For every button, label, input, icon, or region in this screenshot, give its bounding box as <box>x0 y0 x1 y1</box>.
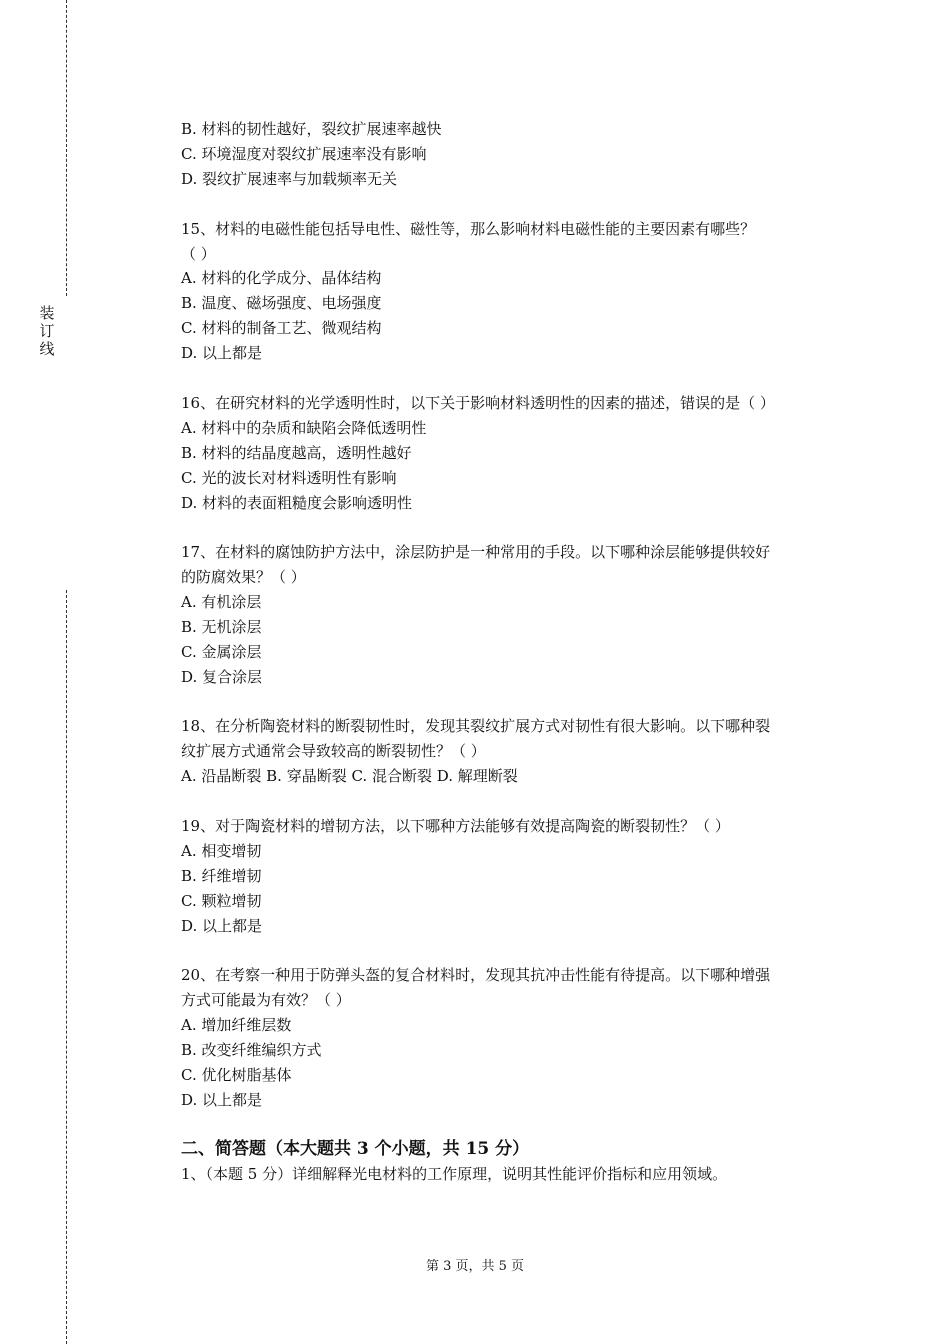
q20-option-b: B. 改变纤维编织方式 <box>181 1041 322 1059</box>
q20-stem-cont: 方式可能最为有效？（ ） <box>181 991 351 1009</box>
q19-stem: 19、对于陶瓷材料的增韧方法，以下哪种方法能够有效提高陶瓷的断裂韧性？（ ） <box>181 817 730 835</box>
q15-stem-cont: （ ） <box>181 245 216 263</box>
q14-option-d: D. 裂纹扩展速率与加载频率无关 <box>181 170 398 188</box>
binding-dashed-line-bottom <box>66 590 67 1344</box>
q17-option-b: B. 无机涂层 <box>181 618 262 636</box>
binding-char: 线 <box>39 340 55 358</box>
q17-stem: 17、在材料的腐蚀防护方法中，涂层防护是一种常用的手段。以下哪种涂层能够提供较好 <box>181 543 771 561</box>
binding-char: 订 <box>39 322 55 340</box>
q19-option-b: B. 纤维增韧 <box>181 867 262 885</box>
q16-option-d: D. 材料的表面粗糙度会影响透明性 <box>181 494 413 512</box>
q17-option-d: D. 复合涂层 <box>181 668 263 686</box>
q16-option-c: C. 光的波长对材料透明性有影响 <box>181 469 397 487</box>
q18-options: A. 沿晶断裂 B. 穿晶断裂 C. 混合断裂 D. 解理断裂 <box>181 767 518 785</box>
q19-option-d: D. 以上都是 <box>181 917 263 935</box>
q15-option-d: D. 以上都是 <box>181 344 263 362</box>
q19-option-c: C. 颗粒增韧 <box>181 892 262 910</box>
section-heading: 二、简答题（本大题共 3 个小题，共 15 分） <box>181 1139 530 1159</box>
binding-char: 装 <box>39 304 55 322</box>
q15-option-a: A. 材料的化学成分、晶体结构 <box>181 269 382 287</box>
q18-stem-cont: 纹扩展方式通常会导致较高的断裂韧性？（ ） <box>181 742 486 760</box>
q16-option-a: A. 材料中的杂质和缺陷会降低透明性 <box>181 419 427 437</box>
q15-option-c: C. 材料的制备工艺、微观结构 <box>181 319 382 337</box>
q16-stem: 16、在研究材料的光学透明性时，以下关于影响材料透明性的因素的描述，错误的是（ ） <box>181 394 775 412</box>
q14-option-c: C. 环境湿度对裂纹扩展速率没有影响 <box>181 145 427 163</box>
q17-option-c: C. 金属涂层 <box>181 643 262 661</box>
q15-option-b: B. 温度、磁场强度、电场强度 <box>181 294 382 312</box>
q14-option-b: B. 材料的韧性越好，裂纹扩展速率越快 <box>181 120 442 138</box>
q20-option-a: A. 增加纤维层数 <box>181 1016 292 1034</box>
q16-option-b: B. 材料的结晶度越高，透明性越好 <box>181 444 412 462</box>
q20-option-c: C. 优化树脂基体 <box>181 1066 292 1084</box>
q20-option-d: D. 以上都是 <box>181 1091 263 1109</box>
binding-label <box>38 304 56 358</box>
binding-dashed-line-top <box>66 0 67 296</box>
q19-option-a: A. 相变增韧 <box>181 842 262 860</box>
page-footer: 第 3 页，共 5 页 <box>425 1259 525 1274</box>
q18-stem: 18、在分析陶瓷材料的断裂韧性时，发现其裂纹扩展方式对韧性有很大影响。以下哪种裂 <box>181 717 771 735</box>
q17-option-a: A. 有机涂层 <box>181 593 262 611</box>
q15-stem: 15、材料的电磁性能包括导电性、磁性等，那么影响材料电磁性能的主要因素有哪些？ <box>181 220 756 238</box>
short-answer-q1: 1、（本题 5 分）详细解释光电材料的工作原理，说明其性能评价指标和应用领域。 <box>181 1165 728 1183</box>
q20-stem: 20、在考察一种用于防弹头盔的复合材料时，发现其抗冲击性能有待提高。以下哪种增强 <box>181 966 771 984</box>
q17-stem-cont: 的防腐效果？（ ） <box>181 568 306 586</box>
